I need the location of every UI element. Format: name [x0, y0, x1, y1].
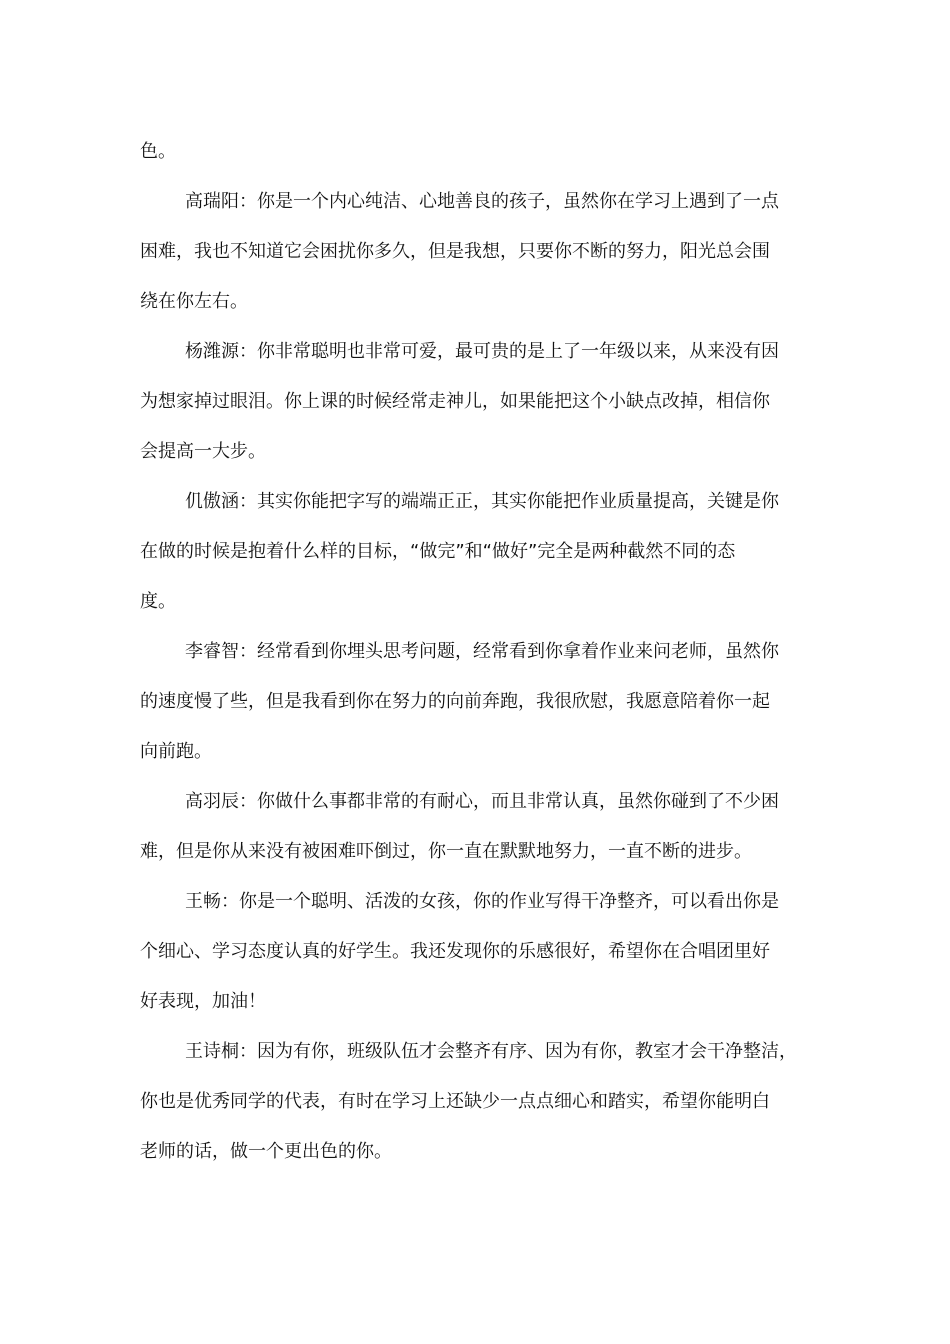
text-line: 高羽辰：你做什么事都非常的有耐心，而且非常认真，虽然你碰到了不少困 — [185, 791, 779, 812]
text-line: 李睿智：经常看到你埋头思考问题，经常看到你拿着作业来问老师，虽然你 — [185, 641, 779, 662]
text-line: 个细心、学习态度认真的好学生。我还发现你的乐感很好，希望你在合唱团里好 — [140, 941, 770, 962]
text-line: 向前跑。 — [140, 741, 212, 762]
paragraph-continuation — [140, 127, 820, 177]
paragraph-li-ruizhi — [140, 627, 820, 777]
paragraph-wang-chang — [140, 877, 820, 1027]
text-line: 仉傲涵：其实你能把字写的端端正正，其实你能把作业质量提高，关键是你 — [185, 491, 779, 512]
text-line: 的速度慢了些，但是我看到你在努力的向前奔跑，我很欣慰，我愿意陪着你一起 — [140, 691, 770, 712]
text-line: 为想家掉过眼泪。你上课的时候经常走神儿，如果能把这个小缺点改掉，相信你 — [140, 391, 770, 412]
text-line: 会提高一大步。 — [140, 441, 266, 462]
text-line: 色。 — [140, 141, 176, 162]
text-line: 杨潍源：你非常聪明也非常可爱，最可贵的是上了一年级以来，从来没有因 — [185, 341, 779, 362]
text-line: 好表现，加油！ — [140, 991, 266, 1012]
paragraph-wang-shitong — [140, 1027, 820, 1177]
text-line: 度。 — [140, 591, 176, 612]
paragraph-gao-ruiyang — [140, 177, 820, 327]
text-line: 王畅：你是一个聪明、活泼的女孩，你的作业写得干净整齐，可以看出你是 — [185, 891, 779, 912]
text-line: 困难，我也不知道它会困扰你多久，但是我想，只要你不断的努力，阳光总会围 — [140, 241, 770, 262]
text-line: 绕在你左右。 — [140, 291, 248, 312]
text-line: 王诗桐：因为有你，班级队伍才会整齐有序、因为有你，教室才会干净整洁， — [185, 1041, 797, 1062]
paragraph-yang-weiyuan — [140, 327, 820, 477]
text-line: 你也是优秀同学的代表，有时在学习上还缺少一点点细心和踏实，希望你能明白 — [140, 1091, 770, 1112]
paragraph-zhang-aohan — [140, 477, 820, 627]
text-line: 老师的话，做一个更出色的你。 — [140, 1141, 392, 1162]
document-body — [140, 127, 820, 1177]
text-line: 高瑞阳：你是一个内心纯洁、心地善良的孩子，虽然你在学习上遇到了一点 — [185, 191, 779, 212]
text-line: 在做的时候是抱着什么样的目标，“做完”和“做好”完全是两种截然不同的态 — [140, 541, 736, 562]
text-line: 难，但是你从来没有被困难吓倒过，你一直在默默地努力，一直不断的进步。 — [140, 841, 752, 862]
paragraph-gao-yuchen — [140, 777, 820, 877]
